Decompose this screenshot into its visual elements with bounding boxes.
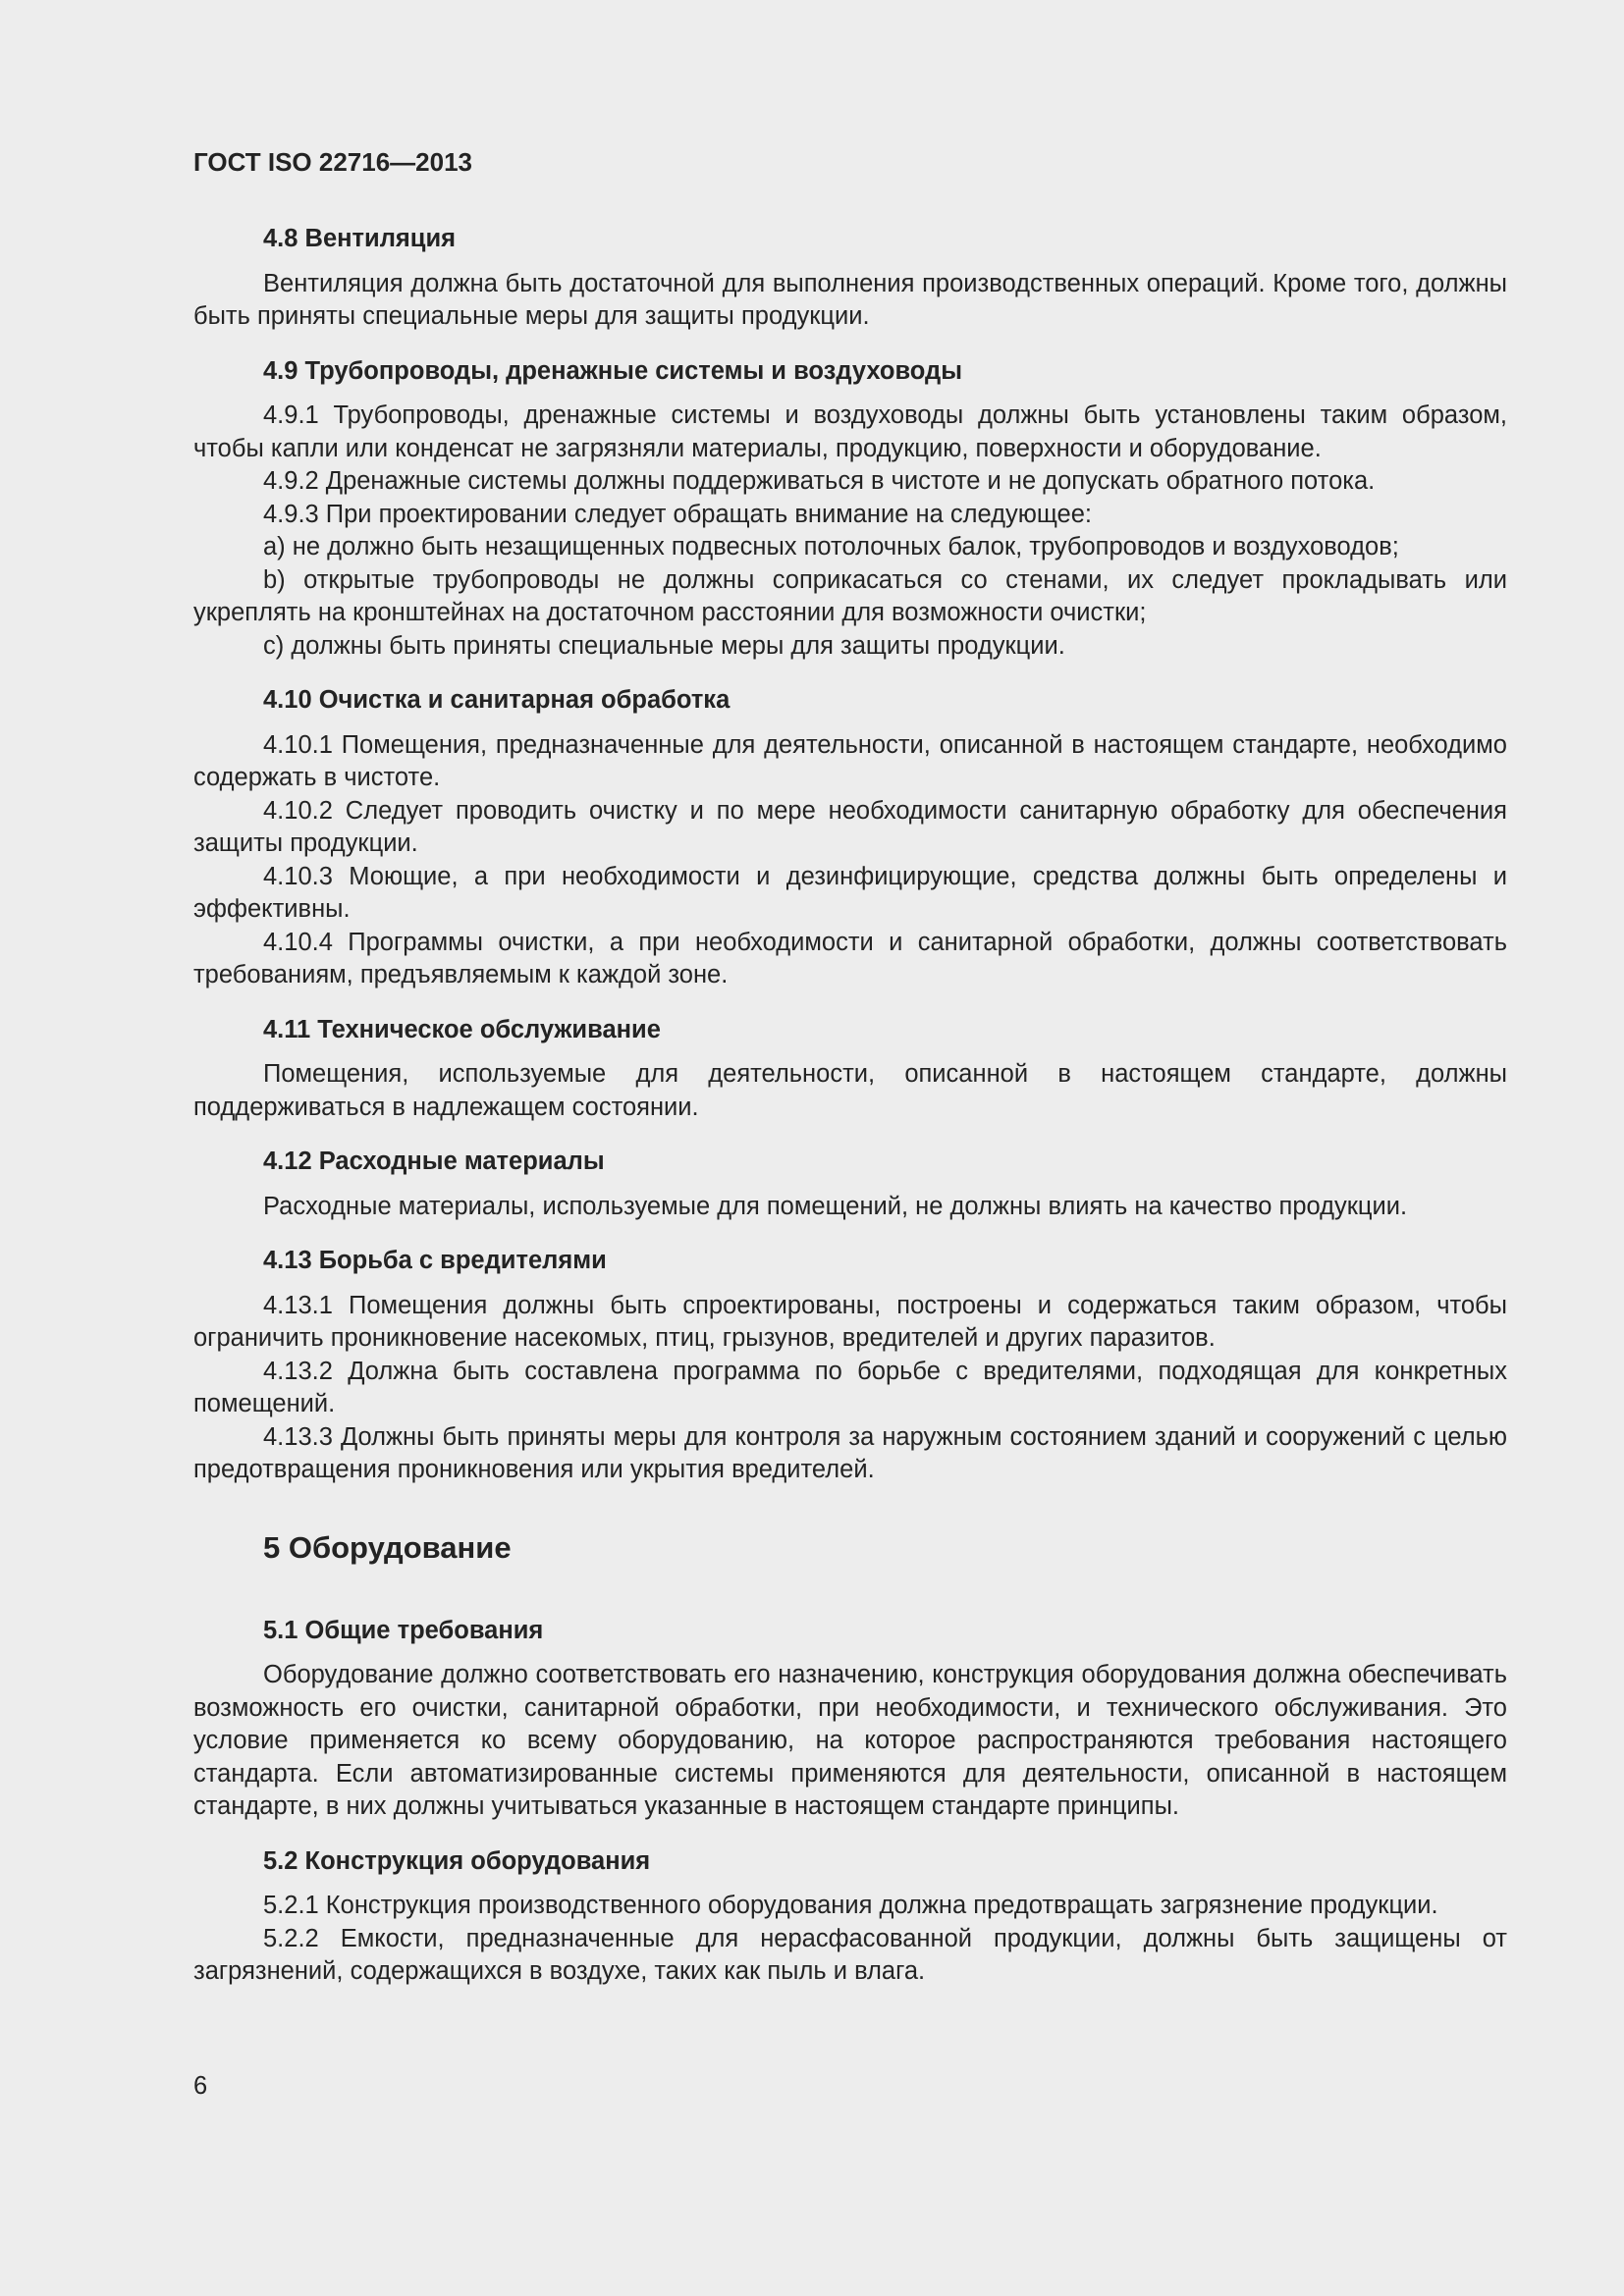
paragraph: 4.9.1 Трубопроводы, дренажные системы и воздуховоды должны быть установлены таким образом, чтобы капли или конденсат не загрязняли материалы, продукцию, поверхности и оборудование. xyxy=(193,401,1507,462)
paragraph: 4.9.3 При проектировании следует обращать внимание на следующее: xyxy=(263,500,1092,528)
section-heading: 5.1 Общие требования xyxy=(263,1616,544,1644)
section-5-2 xyxy=(193,1845,1507,1989)
paragraph: 4.13.2 Должна быть составлена программа по борьбе с вредителями, подходящая для конкретных помещений. xyxy=(193,1357,1507,1417)
section-4-12 xyxy=(193,1146,1507,1223)
section-4-13 xyxy=(193,1245,1507,1487)
paragraph: 5.2.2 Емкости, предназначенные для нерасфасованной продукции, должны быть защищены от загрязнений, содержащихся в воздухе, таких как пыль и влага. xyxy=(193,1924,1507,1985)
chapter-heading: 5 Оборудование xyxy=(263,1529,512,1565)
paragraph: 4.13.1 Помещения должны быть спроектированы, построены и содержаться таким образом, чтобы ограничить проникновение насекомых, птиц, грызунов, вредителей и других паразитов. xyxy=(193,1291,1507,1352)
list-item: b) открытые трубопроводы не должны соприкасаться со стенами, их следует прокладывать или укреплять на кронштейнах на достаточном расстоянии для возможности очистки; xyxy=(193,565,1507,626)
section-heading: 4.10 Очистка и санитарная обработка xyxy=(263,686,731,714)
paragraph: Оборудование должно соответствовать его назначению, конструкция оборудования должна обеспечивать возможность его очистки, санитарной обработки, при необходимости, и технического обслуживания. Это условие применяется ко всему оборудованию, на которое распространяются требования настоящего стандарта. Если автоматизированные системы применяются для деятельности, описанной в настоящем стандарте, в них должны учитываться указанные в настоящем стандарте принципы. xyxy=(193,1661,1507,1820)
section-heading: 4.12 Расходные материалы xyxy=(263,1148,605,1175)
section-heading: 4.13 Борьба с вредителями xyxy=(263,1247,607,1274)
page-number: 6 xyxy=(193,2072,208,2100)
section-heading: 4.8 Вентиляция xyxy=(263,225,457,252)
paragraph: Вентиляция должна быть достаточной для выполнения производственных операций. Кроме того, должны быть приняты специальные меры для защиты продукции. xyxy=(193,269,1507,330)
paragraph: 4.9.2 Дренажные системы должны поддерживаться в чистоте и не допускать обратного потока. xyxy=(263,467,1376,495)
paragraph: 5.2.1 Конструкция производственного оборудования должна предотвращать загрязнение продукции. xyxy=(263,1892,1438,1919)
section-4-11 xyxy=(193,1014,1507,1125)
paragraph: 4.10.3 Моющие, а при необходимости и дезинфицирующие, средства должны быть определены и эффективны. xyxy=(193,862,1507,923)
section-heading: 4.9 Трубопроводы, дренажные системы и воздуховоды xyxy=(263,356,962,385)
list-item: с) должны быть приняты специальные меры для защиты продукции. xyxy=(263,631,1065,660)
section-5-1 xyxy=(193,1615,1507,1824)
paragraph: Помещения, используемые для деятельности, описанной в настоящем стандарте, должны поддерживаться в надлежащем состоянии. xyxy=(193,1060,1507,1121)
list-item: а) не должно быть незащищенных подвесных потолочных балок, трубопроводов и воздуховодов; xyxy=(263,533,1399,561)
paragraph: 4.10.2 Следует проводить очистку и по мере необходимости санитарную обработку для обеспечения защиты продукции. xyxy=(193,796,1507,857)
section-heading: 5.2 Конструкция оборудования xyxy=(263,1846,651,1875)
document-header: ГОСТ ISO 22716—2013 xyxy=(193,147,473,177)
paragraph: 4.13.3 Должны быть приняты меры для контроля за наружным состоянием зданий и сооружений с целью предотвращения проникновения или укрытия вредителей. xyxy=(193,1422,1507,1483)
paragraph: Расходные материалы, используемые для помещений, не должны влиять на качество продукции. xyxy=(263,1192,1408,1220)
section-4-9 xyxy=(193,355,1507,664)
section-4-10 xyxy=(193,684,1507,992)
section-heading: 4.11 Техническое обслуживание xyxy=(263,1015,661,1043)
paragraph: 4.10.1 Помещения, предназначенные для деятельности, описанной в настоящем стандарте, необходимо содержать в чистоте. xyxy=(193,730,1507,791)
document-page xyxy=(193,145,1507,1989)
paragraph: 4.10.4 Программы очистки, а при необходимости и санитарной обработки, должны соответствовать требованиям, предъявляемым к каждой зоне. xyxy=(193,928,1507,988)
section-4-8 xyxy=(193,223,1507,334)
